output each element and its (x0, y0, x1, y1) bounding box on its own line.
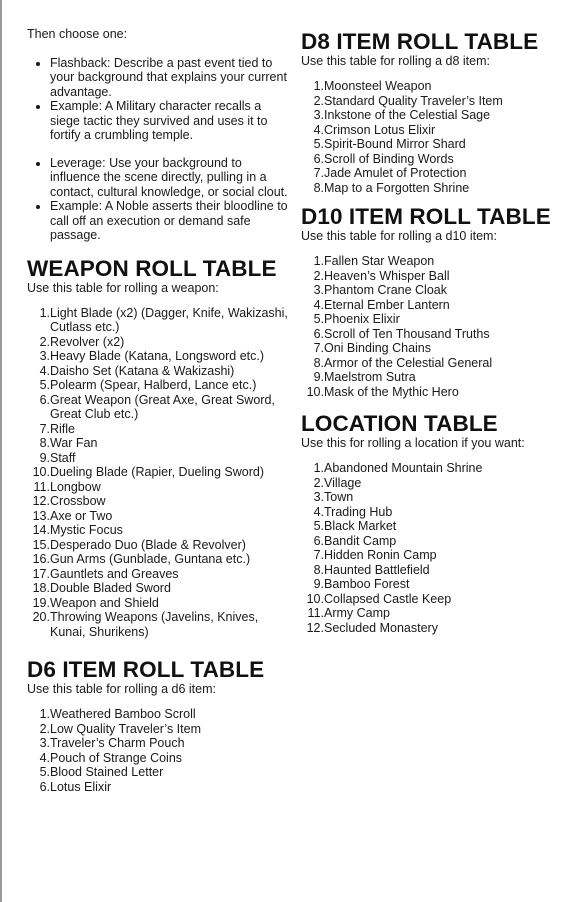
row-number: 3. (313, 108, 324, 122)
row-number: 6. (313, 533, 324, 548)
row-text: Longbow (50, 479, 101, 494)
row-text: Heaven’s Whisper Ball (324, 268, 450, 283)
row-text: Low Quality Traveler’s Item (50, 721, 201, 736)
d6-item-roll-table (27, 657, 289, 794)
row-text: Haunted Battlefield (324, 562, 430, 577)
weapon-table-description: Use this table for rolling a weapon: (27, 280, 219, 295)
row-text: Abandoned Mountain Shrine (324, 461, 483, 475)
row-text: Secluded Monastery (324, 620, 438, 635)
row-number: 4. (313, 297, 324, 312)
table-row (27, 538, 289, 553)
table-row (301, 298, 571, 313)
right-column (301, 27, 571, 635)
d8-table-title: D8 ITEM ROLL TABLE (301, 29, 539, 54)
row-number: 9. (313, 577, 324, 591)
row-number: 6. (39, 779, 50, 794)
row-text: Heavy Blade (Katana, Longsword etc.) (50, 349, 265, 363)
table-row (301, 312, 571, 327)
table-row (27, 765, 289, 780)
table-row (27, 436, 289, 451)
row-number: 3. (39, 349, 50, 363)
row-number: 1. (39, 305, 50, 320)
row-text: Light Blade (x2) (Dagger, Knife, Wakizashi, Cutlass etc.) (50, 305, 288, 334)
row-number: 2. (313, 268, 324, 283)
row-number: 5. (313, 137, 324, 151)
table-row (301, 370, 571, 385)
table-row (301, 137, 571, 152)
table-row (27, 378, 289, 393)
row-number: 2. (313, 93, 324, 108)
table-row (301, 269, 571, 284)
row-text: Inkstone of the Celestial Sage (324, 108, 491, 122)
row-number: 15. (32, 537, 50, 552)
d10-table-title: D10 ITEM ROLL TABLE (301, 204, 551, 229)
row-number: 5. (39, 765, 50, 779)
table-row (27, 465, 289, 480)
row-number: 2. (313, 475, 324, 490)
location-table-description: Use this for rolling a location if you want: (301, 436, 525, 450)
row-text: Bamboo Forest (324, 577, 410, 591)
table-row (301, 385, 571, 400)
d6-table-description: Use this table for rolling a d6 item: (27, 682, 216, 696)
row-number: 6. (39, 392, 50, 407)
row-number: 14. (32, 523, 50, 537)
d6-table-list (27, 707, 289, 794)
row-text: Gun Arms (Gunblade, Guntana etc.) (50, 552, 251, 566)
row-text: Lotus Elixir (50, 779, 112, 794)
table-row (301, 94, 571, 109)
row-number: 1. (313, 79, 324, 93)
table-row (27, 751, 289, 766)
row-number: 7. (313, 548, 324, 562)
table-row (301, 152, 571, 167)
d8-table-list (301, 79, 571, 195)
row-text: Spirit-Bound Mirror Shard (324, 137, 466, 151)
table-row (301, 606, 571, 621)
table-row (301, 166, 571, 181)
row-number: 3. (39, 736, 50, 750)
row-text: Weapon and Shield (50, 595, 159, 610)
row-number: 18. (32, 581, 50, 595)
row-text: Black Market (324, 519, 397, 533)
table-row (301, 476, 571, 491)
row-text: Axe or Two (50, 508, 113, 523)
row-text: Jade Amulet of Protection (324, 166, 467, 180)
row-text: Phantom Crane Cloak (324, 283, 447, 297)
table-row (301, 577, 571, 592)
table-row (301, 283, 571, 298)
table-row (27, 780, 289, 795)
table-row (301, 181, 571, 196)
table-row (301, 123, 571, 138)
row-number: 1. (313, 254, 324, 268)
row-number: 10. (32, 465, 50, 479)
row-number: 5. (313, 312, 324, 326)
table-row (301, 461, 571, 476)
table-row (27, 509, 289, 524)
table-row (27, 335, 289, 350)
weapon-table-list (27, 306, 289, 640)
row-number: 3. (313, 490, 324, 504)
row-number: 4. (313, 504, 324, 519)
location-table-title: LOCATION TABLE (301, 411, 498, 436)
table-row (27, 552, 289, 567)
row-number: 5. (39, 378, 50, 392)
row-number: 8. (313, 180, 324, 195)
option-bullet-list (27, 56, 289, 243)
row-text: Hidden Ronin Camp (324, 548, 437, 562)
row-number: 16. (32, 552, 50, 566)
d6-table-title: D6 ITEM ROLL TABLE (27, 657, 265, 682)
row-number: 19. (32, 595, 50, 610)
row-text: Moonsteel Weapon (324, 79, 432, 93)
row-number: 13. (32, 508, 50, 523)
table-row (301, 548, 571, 563)
table-row (27, 736, 289, 751)
row-number: 17. (32, 566, 50, 581)
row-number: 8. (313, 355, 324, 370)
table-row (301, 327, 571, 342)
row-number: 7. (313, 166, 324, 180)
d10-item-roll-table (301, 204, 571, 399)
table-row (27, 349, 289, 364)
bullet-flashback: • Flashback: Describe a past event tied to your background that explains your current advantage. (50, 56, 289, 100)
table-row (27, 581, 289, 596)
bullet-leverage: • Leverage: Use your background to influence the scene directly, pulling in a contact, cultural knowledge, or social clout. (50, 156, 289, 200)
table-row (27, 393, 289, 422)
row-text: Great Weapon (Great Axe, Great Sword, Great Club etc.) (50, 392, 275, 421)
table-row (27, 707, 289, 722)
row-number: 2. (39, 334, 50, 349)
row-text: Weathered Bamboo Scroll (50, 707, 196, 721)
row-text: Crossbow (50, 494, 106, 508)
row-number: 12. (306, 620, 324, 635)
row-number: 7. (313, 341, 324, 355)
row-text: Gauntlets and Greaves (50, 566, 179, 581)
table-row (301, 490, 571, 505)
row-number: 7. (39, 421, 50, 436)
row-text: Traveler’s Charm Pouch (50, 736, 185, 750)
row-text: Double Bladed Sword (50, 581, 171, 595)
row-text: Village (324, 475, 362, 490)
table-row (27, 494, 289, 509)
row-text: Bandit Camp (324, 533, 397, 548)
row-number: 1. (313, 461, 324, 475)
row-text: Trading Hub (324, 504, 393, 519)
row-text: Pouch of Strange Coins (50, 750, 183, 765)
row-text: Desperado Duo (Blade & Revolver) (50, 537, 246, 552)
row-number: 5. (313, 519, 324, 533)
table-row (301, 254, 571, 269)
row-text: Blood Stained Letter (50, 765, 164, 779)
table-row (301, 356, 571, 371)
row-number: 4. (313, 122, 324, 137)
row-text: Phoenix Elixir (324, 312, 400, 326)
d10-table-description: Use this table for rolling a d10 item: (301, 229, 497, 243)
choose-one-text: Then choose one: (27, 27, 128, 41)
table-row (27, 523, 289, 538)
table-row (301, 534, 571, 549)
row-text: Eternal Ember Lantern (324, 297, 450, 312)
row-text: Armor of the Celestial General (324, 355, 493, 370)
d10-table-list (301, 254, 571, 399)
d8-item-roll-table (301, 29, 571, 195)
row-text: Scroll of Ten Thousand Truths (324, 326, 490, 341)
row-number: 8. (39, 436, 50, 450)
table-row (301, 563, 571, 578)
row-text: Oni Binding Chains (324, 341, 432, 355)
row-number: 6. (313, 151, 324, 166)
row-number: 20. (32, 610, 50, 624)
row-number: 3. (313, 283, 324, 297)
d8-table-description: Use this table for rolling a d8 item: (301, 54, 490, 68)
row-text: Revolver (x2) (50, 334, 125, 349)
page-left-edge (0, 0, 2, 902)
row-text: Scroll of Binding Words (324, 151, 454, 166)
row-text: Mystic Focus (50, 523, 123, 537)
table-row (27, 596, 289, 611)
row-number: 4. (39, 363, 50, 378)
bullet-flashback-example: • Example: A Military character recalls a siege tactic they survived and uses it to fortify a crumbling temple. (50, 99, 289, 143)
row-number: 9. (313, 370, 324, 384)
row-text: Staff (50, 450, 76, 465)
location-table-list (301, 461, 571, 635)
table-row (301, 108, 571, 123)
table-row (27, 364, 289, 379)
bullet-leverage-example: • Example: A Noble asserts their bloodline to call off an execution or demand safe passage. (50, 199, 289, 243)
row-text: Fallen Star Weapon (324, 254, 435, 268)
row-number: 11. (33, 479, 50, 494)
row-number: 8. (313, 562, 324, 577)
table-row (301, 341, 571, 356)
table-row (301, 592, 571, 607)
row-text: Mask of the Mythic Hero (324, 384, 459, 399)
table-row (27, 306, 289, 335)
row-number: 10. (306, 591, 324, 606)
row-text: Polearm (Spear, Halberd, Lance etc.) (50, 378, 257, 392)
row-text: Daisho Set (Katana & Wakizashi) (50, 363, 235, 378)
table-row (301, 519, 571, 534)
row-text: Army Camp (324, 606, 390, 620)
table-row (301, 621, 571, 636)
table-row (27, 480, 289, 495)
row-text: Throwing Weapons (Javelins, Knives, Kunai, Shurikens) (50, 610, 259, 639)
row-number: 9. (39, 450, 50, 465)
row-text: Collapsed Castle Keep (324, 591, 452, 606)
row-number: 4. (39, 750, 50, 765)
table-row (27, 422, 289, 437)
weapon-table-title: WEAPON ROLL TABLE (27, 255, 277, 281)
table-row (27, 610, 289, 639)
table-row (27, 567, 289, 582)
table-row (301, 79, 571, 94)
row-text: Town (324, 490, 354, 504)
row-text: Standard Quality Traveler’s Item (324, 93, 503, 108)
row-text: War Fan (50, 436, 98, 450)
table-row (27, 722, 289, 737)
table-row (301, 505, 571, 520)
row-number: 2. (39, 721, 50, 736)
left-column (27, 27, 289, 794)
row-number: 6. (313, 326, 324, 341)
weapon-roll-table (27, 256, 289, 640)
row-text: Rifle (50, 421, 76, 436)
table-row (27, 451, 289, 466)
row-text: Map to a Forgotten Shrine (324, 180, 470, 195)
row-number: 10. (306, 384, 324, 399)
location-table (301, 411, 571, 635)
row-number: 11. (307, 606, 324, 620)
row-number: 12. (32, 494, 50, 508)
row-number: 1. (39, 707, 50, 721)
row-text: Crimson Lotus Elixir (324, 122, 436, 137)
row-text: Maelstrom Sutra (324, 370, 416, 384)
row-text: Dueling Blade (Rapier, Dueling Sword) (50, 465, 265, 479)
